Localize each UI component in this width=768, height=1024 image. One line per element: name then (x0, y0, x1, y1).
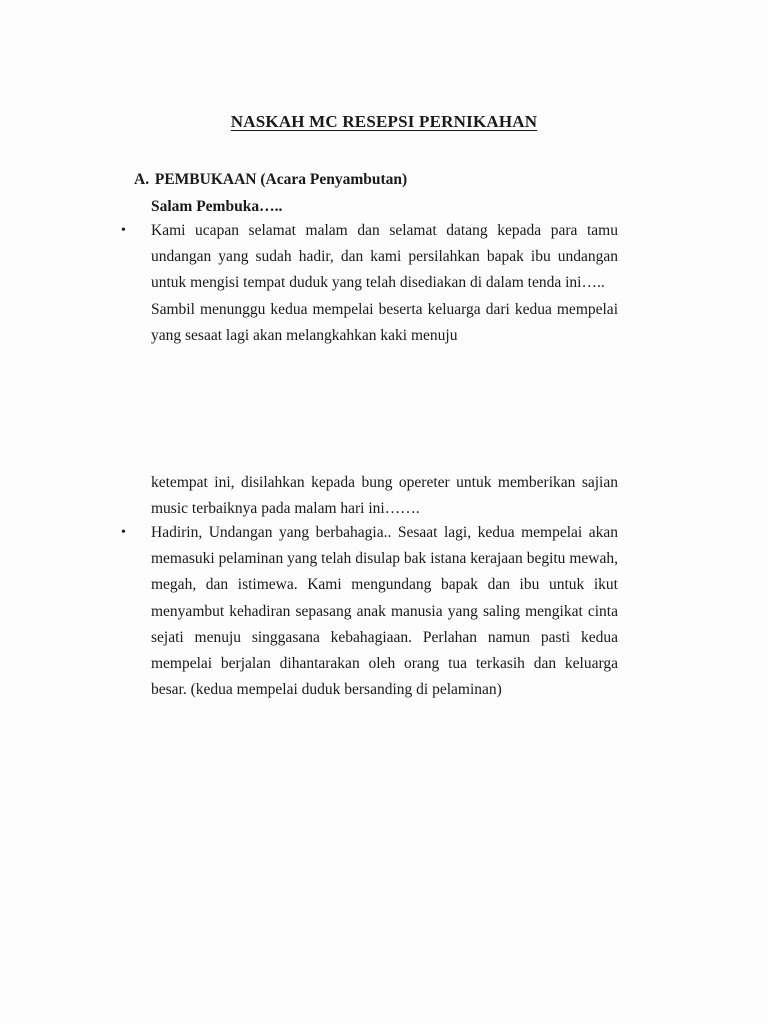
section-heading (134, 171, 407, 189)
paragraph-entrance: Hadirin, Undangan yang berbahagia.. Sesaat lagi, kedua mempelai akan memasuki pelaminan yang telah disulap bak istana kerajaan begitu mewah, megah, dan istimewa. Kami mengundang bapak dan ibu untuk ikut menyambut kehadiran sepasang anak manusia yang saling mengikat cinta sejati menuju singgasana kebahagiaan. Perlahan namun pasti kedua mempelai berjalan dihantarakan oleh orang tua terkasih dan keluarga besar. (kedua mempelai duduk bersanding di pelaminan) (151, 524, 618, 699)
paragraph-group-2 (151, 470, 618, 522)
document-title-container (0, 112, 768, 132)
paragraph-group-3 (151, 520, 618, 703)
paragraph-group-1 (151, 218, 618, 349)
opening-greeting-heading: Salam Pembuka….. (151, 198, 283, 215)
section-heading-text: PEMBUKAAN (Acara Penyambutan) (154, 171, 408, 188)
document-title: NASKAH MC RESEPSI PERNIKAHAN (230, 112, 538, 131)
paragraph-welcome: Kami ucapan selamat malam dan selamat datang kepada para tamu undangan yang sudah hadir, dan kami persilahkan bapak ibu undangan untuk mengisi tempat duduk yang telah disediakan di dalam tenda ini….. (151, 222, 618, 292)
paragraph-music: ketempat ini, disilahkan kepada bung opereter untuk memberikan sajian music terbaiknya pada malam hari ini……. (151, 474, 618, 518)
bullet-point-1: • (121, 223, 126, 238)
section-letter: A. (134, 171, 150, 188)
paragraph-waiting: Sambil menunggu kedua mempelai beserta keluarga dari kedua mempelai yang sesaat lagi akan melangkahkan kaki menuju (151, 300, 618, 344)
bullet-point-2: • (121, 525, 126, 540)
